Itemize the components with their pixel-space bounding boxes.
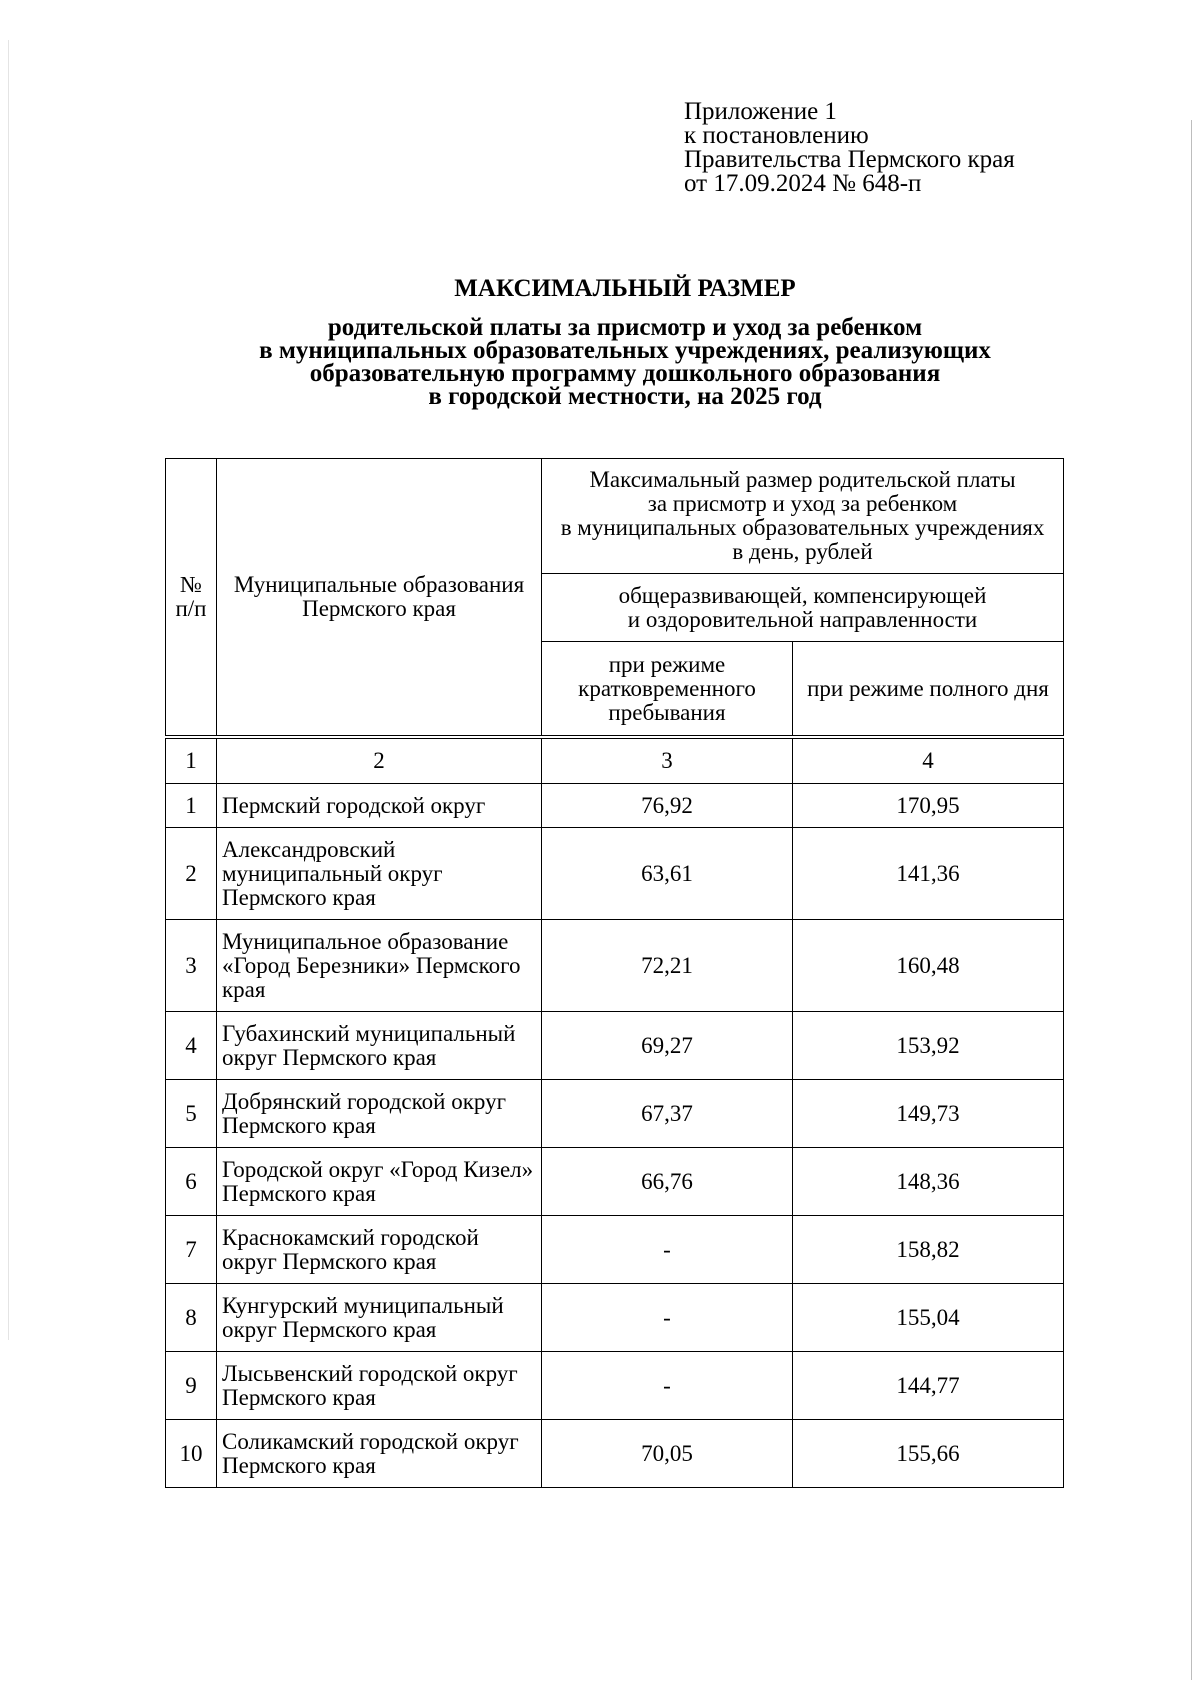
row-short-stay-fee: 70,05 [542,1420,793,1488]
row-municipality: Лысьвенский городской округ Пермского края [217,1352,542,1420]
column-index: 2 [217,737,542,784]
row-full-day-fee: 148,36 [793,1148,1064,1216]
document-title: МАКСИМАЛЬНЫЙ РАЗМЕР [454,275,796,302]
row-full-day-fee: 160,48 [793,920,1064,1012]
row-short-stay-fee: 72,21 [542,920,793,1012]
table-row [166,1284,1064,1352]
row-municipality: Александровский муниципальный округ Пермского края [217,828,542,920]
row-full-day-fee: 155,04 [793,1284,1064,1352]
row-number: 9 [166,1352,217,1420]
row-short-stay-fee: - [542,1284,793,1352]
header-number: № п/п [166,459,217,738]
row-municipality: Губахинский муниципальный округ Пермского края [217,1012,542,1080]
table-row [166,1216,1064,1284]
row-short-stay-fee: 76,92 [542,784,793,828]
header-orientation-line-1: общеразвивающей, компенсирующей [618,582,987,608]
table-row [166,1420,1064,1488]
row-short-stay-fee: 66,76 [542,1148,793,1216]
table-row [166,1080,1064,1148]
header-full-day: при режиме полного дня [793,642,1064,738]
header-orientation-line-2: и оздоровительной направленности [627,606,978,632]
header-municipality: Муниципальные образования Пермского края [217,459,542,738]
column-index: 4 [793,737,1064,784]
row-municipality: Городской округ «Город Кизел» Пермского края [217,1148,542,1216]
subtitle-line-2: в муниципальных образовательных учреждениях, реализующих [259,337,991,364]
column-index: 3 [542,737,793,784]
header-short-stay-line-3: пребывания [608,699,726,725]
appendix-line-4: от 17.09.2024 № 648-п [684,170,922,197]
table-row [166,784,1064,828]
row-number: 10 [166,1420,217,1488]
row-full-day-fee: 170,95 [793,784,1064,828]
row-full-day-fee: 158,82 [793,1216,1064,1284]
row-short-stay-fee: 69,27 [542,1012,793,1080]
header-max-fee-line-3: в муниципальных образовательных учреждениях [560,515,1045,540]
scan-edge-left [8,40,9,1340]
row-number: 3 [166,920,217,1012]
row-short-stay-fee: - [542,1352,793,1420]
subtitle-line-3: образовательную программу дошкольного образования [309,360,941,387]
header-short-stay [542,642,793,738]
header-short-stay-line-2: кратковременного [578,675,756,701]
header-max-fee [542,459,1064,574]
row-short-stay-fee: 67,37 [542,1080,793,1148]
appendix-line-2: к постановлению [684,122,869,149]
appendix-line-3: Правительства Пермского края [684,146,1015,173]
row-number: 8 [166,1284,217,1352]
row-short-stay-fee: - [542,1216,793,1284]
table-row [166,920,1064,1012]
document-subtitle [0,316,1200,408]
row-full-day-fee: 149,73 [793,1080,1064,1148]
appendix-note [684,100,1015,196]
row-full-day-fee: 153,92 [793,1012,1064,1080]
column-index-row [166,737,1064,784]
row-number: 1 [166,784,217,828]
row-number: 7 [166,1216,217,1284]
row-number: 4 [166,1012,217,1080]
table-row [166,1352,1064,1420]
row-number: 6 [166,1148,217,1216]
row-municipality: Муниципальное образование «Город Березники» Пермского края [217,920,542,1012]
row-municipality: Добрянский городской округ Пермского края [217,1080,542,1148]
row-short-stay-fee: 63,61 [542,828,793,920]
row-full-day-fee: 141,36 [793,828,1064,920]
header-short-stay-line-1: при режиме [608,651,726,677]
header-max-fee-line-2: за присмотр и уход за ребенком [647,491,958,516]
subtitle-line-4: в городской местности, на 2025 год [428,383,822,410]
table-row [166,828,1064,920]
row-number: 2 [166,828,217,920]
row-municipality: Краснокамский городской округ Пермского края [217,1216,542,1284]
table-row [166,1012,1064,1080]
table-row [166,1148,1064,1216]
header-max-fee-line-4: в день, рублей [732,539,873,564]
subtitle-line-1: родительской платы за присмотр и уход за ребенком [327,314,923,341]
row-full-day-fee: 155,66 [793,1420,1064,1488]
row-municipality: Кунгурский муниципальный округ Пермского края [217,1284,542,1352]
header-max-fee-line-1: Максимальный размер родительской платы [589,467,1016,492]
row-municipality: Соликамский городской округ Пермского края [217,1420,542,1488]
header-orientation [542,574,1064,642]
row-number: 5 [166,1080,217,1148]
appendix-line-1: Приложение 1 [684,98,837,125]
column-index: 1 [166,737,217,784]
row-municipality: Пермский городской округ [217,784,542,828]
row-full-day-fee: 144,77 [793,1352,1064,1420]
fee-table [165,458,1064,1488]
